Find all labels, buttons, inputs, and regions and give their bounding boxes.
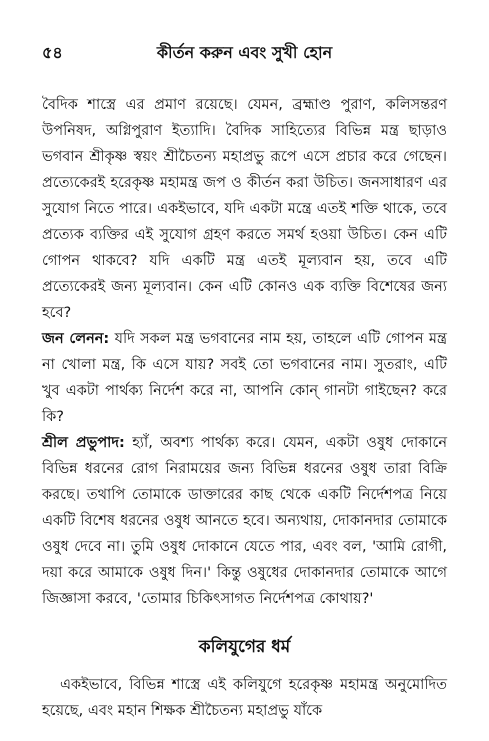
paragraph-text: একইভাবে, বিভিন্ন শাস্ত্রে এই কলিযুগে হরেকৃষ্ণ মহামন্ত্র অনুমোদিত হয়েছে, এবং মহান শিক্ষক শ্রীচৈতন্য মহাপ্রভু যাঁকে [42,677,447,719]
running-title: কীর্তন করুন এবং সুখী হোন [156,43,333,62]
speaker-name: শ্রীল প্রভুপাদ: [42,435,125,451]
paragraph [42,92,447,326]
dialogue-paragraph [42,326,447,430]
dialogue-paragraph [42,430,447,612]
page-number: ৫৪ [42,43,63,62]
section-paragraph [42,672,447,724]
speaker-name: জন লেনন: [42,331,110,347]
page-body [42,92,447,724]
dialogue-text: হ্যাঁ, অবশ্য পার্থক্য করে। যেমন, একটা ওষুধ দোকানে বিভিন্ন ধরনের রোগ নিরাময়ের জন্য বিভিন্ন ধরনের ওষুধ তারা বিক্রি করছে। তথাপি তোমাকে ডাক্তারের কাছ থেকে একটি নির্দেশপত্র নিয়ে একটি বিশেষ ধরনের ওষুধ আনতে হবে। অন্যথায়, দোকানদার তোমাকে ওষুধ দেবে না। তুমি ওষুধ দোকানে যেতে পার, এবং বল, 'আমি রোগী, দয়া করে আমাকে ওষুধ দিন।' কিন্তু ওষুধের দোকানদার তোমাকে আগে জিজ্ঞাসা করবে, 'তোমার চিকিৎসাগত নির্দেশপত্র কোথায়?' [42,435,447,607]
page-header [42,40,447,66]
dialogue-text: যদি সকল মন্ত্র ভগবানের নাম হয়, তাহলে এটি গোপন মন্ত্র না খোলা মন্ত্র, কি এসে যায়? সবই তো ভগবানের নাম। সুতরাং, এটি খুব একটা পার্থক্য নির্দেশ করে না, আপনি কোন্ গানটা গাইছেন? করে কি? [42,331,447,425]
section-heading: কলিযুগের ধর্ম [198,637,291,657]
paragraph-text: বৈদিক শাস্ত্রে এর প্রমাণ রয়েছে। যেমন, ব্রহ্মাণ্ড পুরাণ, কলিসন্তরণ উপনিষদ, অগ্নিপুরাণ ইত্যাদি। বৈদিক সাহিত্যের বিভিন্ন মন্ত্র ছাড়াও ভগবান শ্রীকৃষ্ণ স্বয়ং শ্রীচৈতন্য মহাপ্রভু রূপে এসে প্রচার করে গেছেন। প্রত্যেকেরই হরেকৃষ্ণ মহামন্ত্র জপ ও কীর্তন করা উচিত। জনসাধারণ এর সুযোগ নিতে পারে। একইভাবে, যদি একটা মন্ত্রে এতই শক্তি থাকে, তবে প্রত্যেক ব্যক্তির এই সুযোগ গ্রহণ করতে সমর্থ হওয়া উচিত। কেন এটি গোপন থাকবে? যদি একটি মন্ত্র এতই মূল্যবান হয়, তবে এটি প্রত্যেকেরই জন্য মূল্যবান। কেন এটি কোনও এক ব্যক্তি বিশেষের জন্য হবে? [42,97,447,321]
